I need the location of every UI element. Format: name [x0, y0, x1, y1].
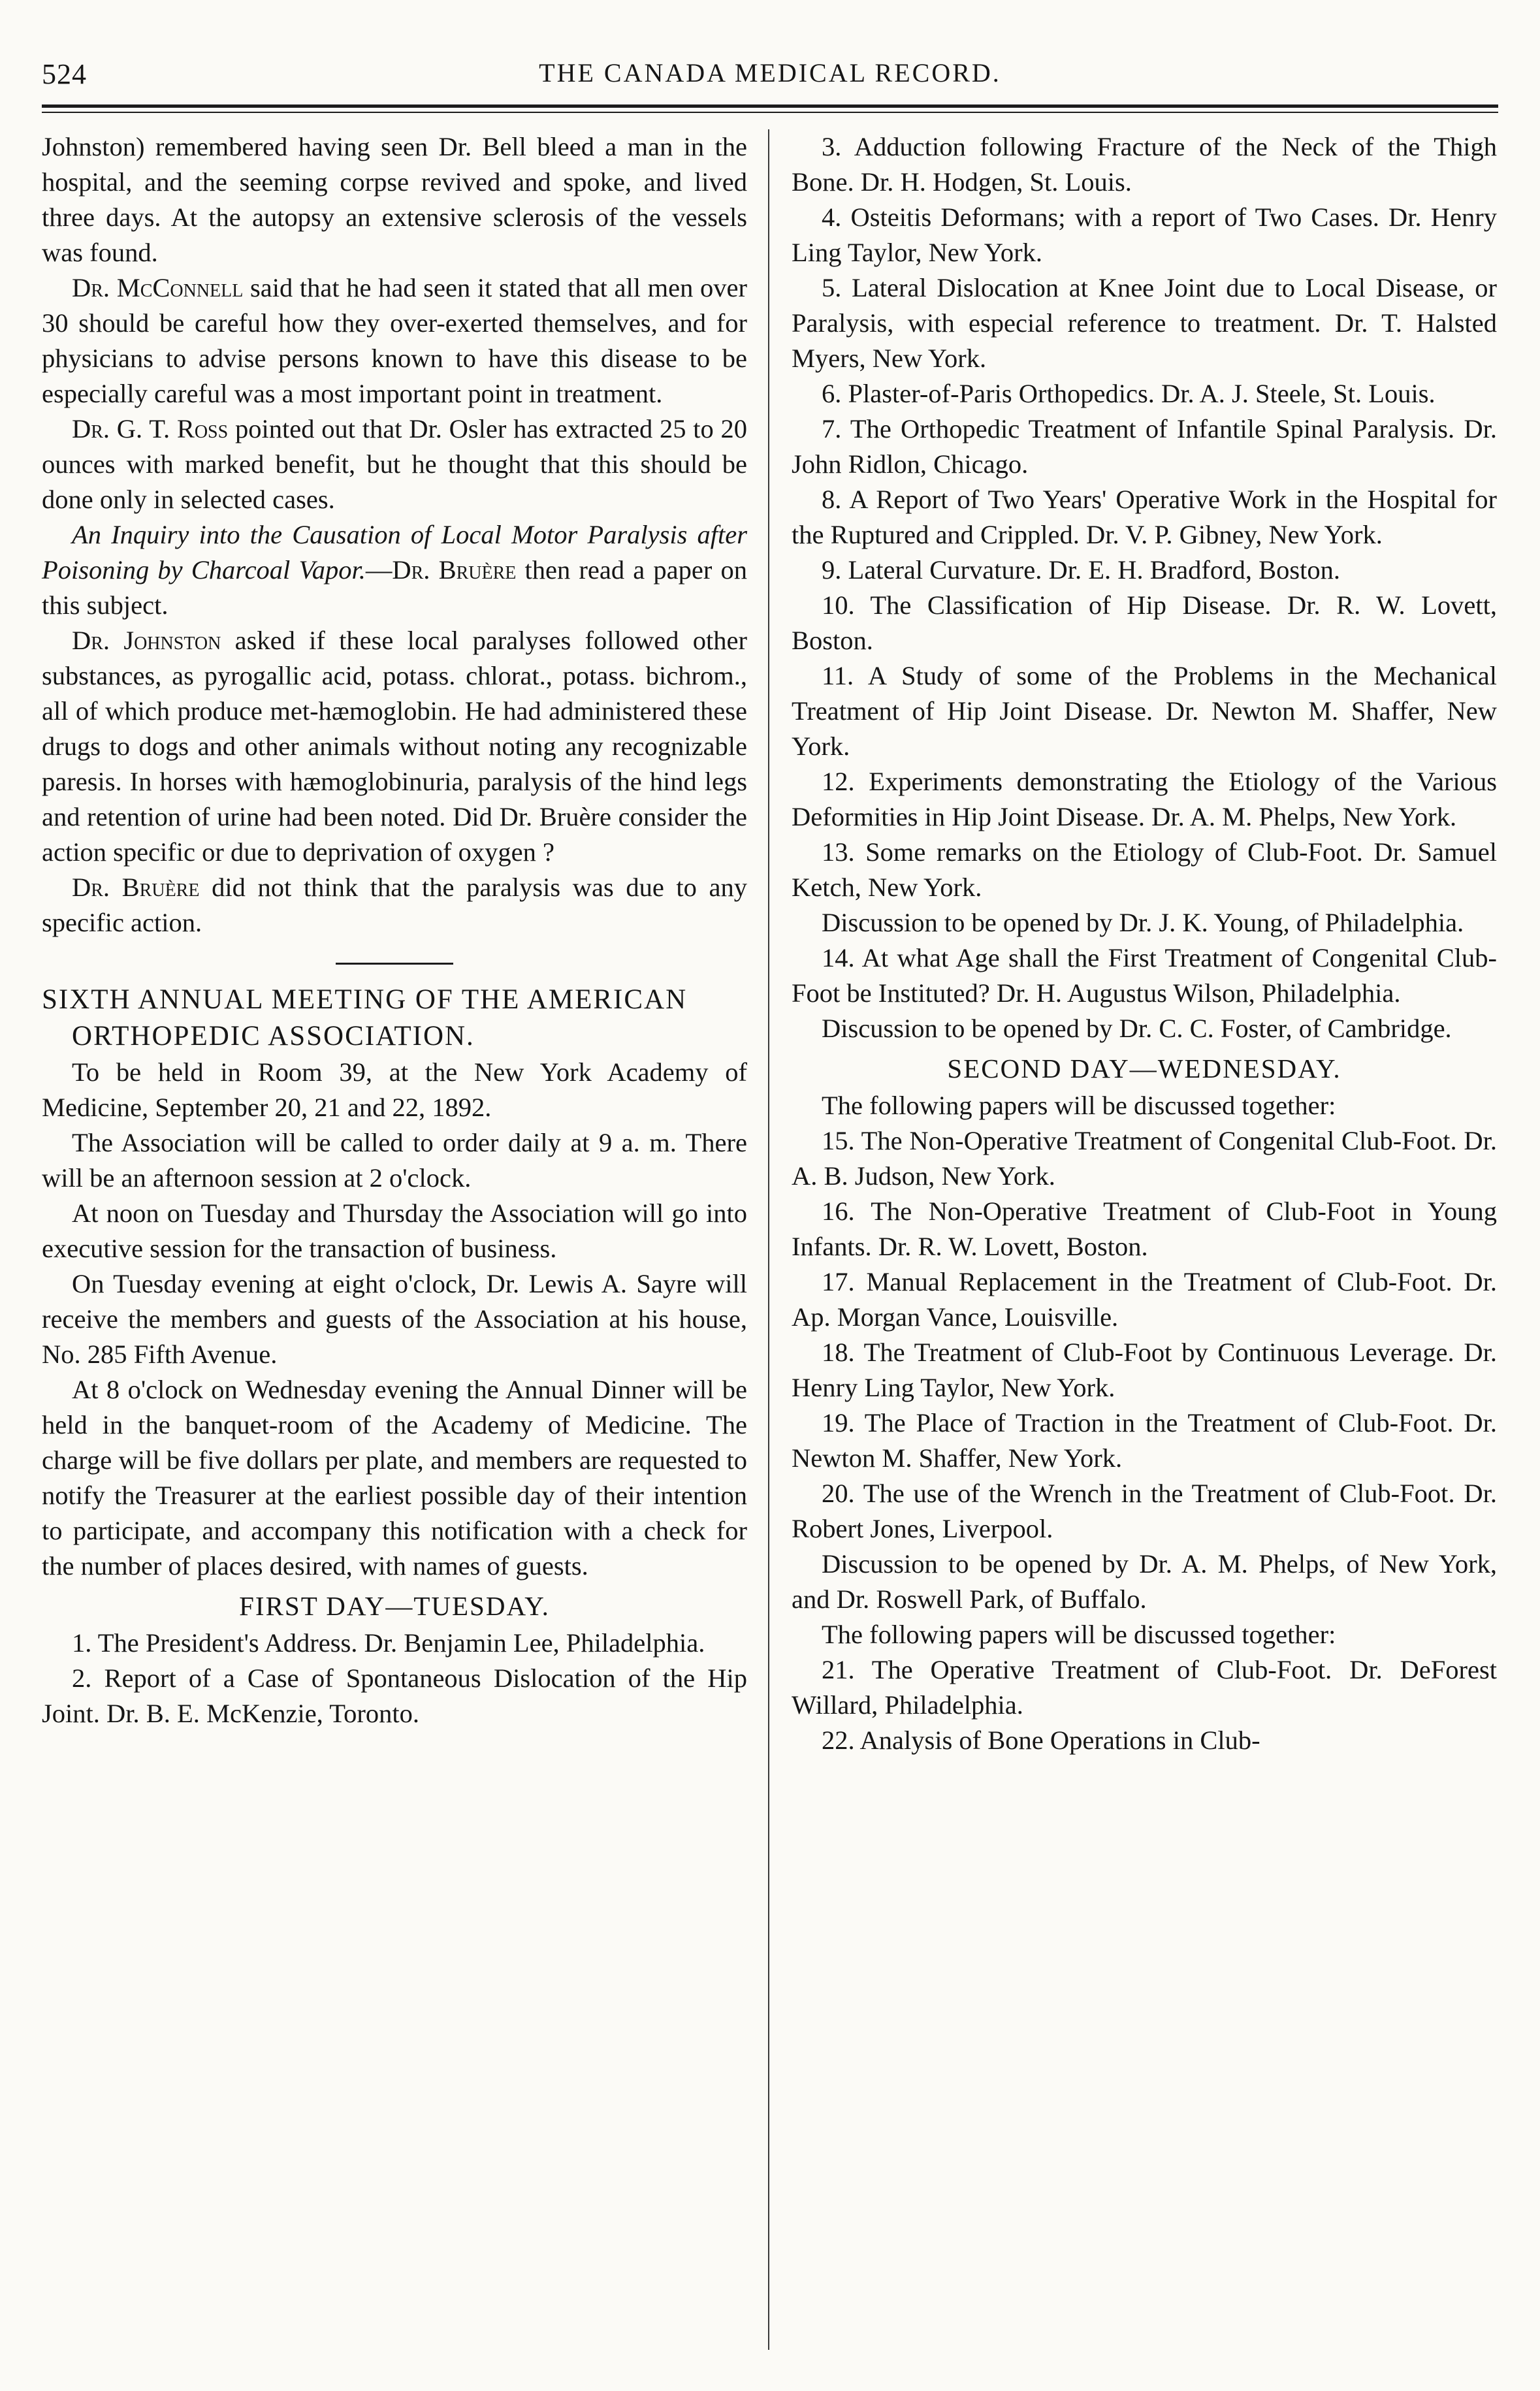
paragraph: At 8 o'clock on Wednesday evening the Annual Dinner will be held in the banquet-room of the Academy of Medicine. The charge will be five dollars per plate, and members are requested to notify the Treasurer at the earliest possible day of their intention to participate, and accompany this notification with a check for the number of places desired, with names of guests. [42, 1375, 747, 1581]
header-rule-thick [42, 104, 1498, 108]
paragraph-text: asked if these local paralyses followed other substances, as pyrogallic acid, potass. chlorat., potass. bichrom., all of which produce met-hæmoglobin. He had administered these drugs to dogs and other animals without noting any recognizable paresis. In horses with hæmoglobinuria, paralysis of the hind legs and retention of urine had been noted. Did Dr. Bruère consider the action specific or due to deprivation of oxygen ? [42, 626, 747, 867]
paragraph [42, 411, 747, 517]
section-heading: SIXTH ANNUAL MEETING OF THE AMERICAN ORTHOPEDIC ASSOCIATION. [42, 984, 688, 1051]
program-item: 21. The Operative Treatment of Club-Foot. Dr. DeForest Willard, Philadelphia. [792, 1655, 1497, 1720]
speaker-name: Dr. Johnston [72, 626, 221, 655]
paragraph: Johnston) remembered having seen Dr. Bell bleed a man in the hospital, and the seeming corpse revived and spoke, and lived three days. At the autopsy an extensive sclerosis of the vessels was found. [42, 132, 747, 267]
dash: — [365, 555, 393, 585]
program-item: 18. The Treatment of Club-Foot by Continuous Leverage. Dr. Henry Ling Taylor, New York. [792, 1338, 1497, 1402]
paragraph [42, 623, 747, 870]
program-item: 17. Manual Replacement in the Treatment of Club-Foot. Dr. Ap. Morgan Vance, Louisville. [792, 1267, 1497, 1332]
program-item: 1. The President's Address. Dr. Benjamin Lee, Philadelphia. [72, 1628, 705, 1658]
paragraph [42, 270, 747, 411]
discussion-note: Discussion to be opened by Dr. C. C. Foster, of Cambridge. [822, 1014, 1452, 1043]
paragraph-text: then read a paper on this subject. [42, 555, 747, 620]
column-divider [768, 129, 769, 2350]
paragraph [42, 870, 747, 940]
program-item: 9. Lateral Curvature. Dr. E. H. Bradford, Boston. [822, 555, 1341, 585]
page-number: 524 [42, 58, 87, 90]
discussion-note: The following papers will be discussed together: [822, 1620, 1336, 1649]
speaker-name: Dr. G. T. Ross [72, 414, 229, 443]
paragraph-text: said that he had seen it stated that all men over 30 should be careful how they over-exerted themselves, and for physicians to advise persons known to have this disease to be especially careful was a most important point in treatment. [42, 273, 747, 408]
program-item: 19. The Place of Traction in the Treatment of Club-Foot. Dr. Newton M. Shaffer, New York. [792, 1408, 1497, 1473]
program-item: 14. At what Age shall the First Treatment of Congenital Club-Foot be Instituted? Dr. H. Augustus Wilson, Philadelphia. [792, 943, 1497, 1008]
program-item: 13. Some remarks on the Etiology of Club-Foot. Dr. Samuel Ketch, New York. [792, 837, 1497, 902]
running-head [42, 57, 1498, 97]
speaker-name: Dr. Bruère [72, 873, 200, 902]
paragraph: To be held in Room 39, at the New York Academy of Medicine, September 20, 21 and 22, 1892. [42, 1057, 747, 1122]
program-item: 12. Experiments demonstrating the Etiology of the Various Deformities in Hip Joint Disease. Dr. A. M. Phelps, New York. [792, 767, 1497, 831]
day-heading: SECOND DAY—WEDNESDAY. [947, 1053, 1341, 1083]
program-item: 16. The Non-Operative Treatment of Club-Foot in Young Infants. Dr. R. W. Lovett, Boston. [792, 1196, 1497, 1261]
program-item: 10. The Classification of Hip Disease. Dr. R. W. Lovett, Boston. [792, 590, 1497, 655]
program-item: 4. Osteitis Deformans; with a report of Two Cases. Dr. Henry Ling Taylor, New York. [792, 202, 1497, 267]
program-item: 3. Adduction following Fracture of the Neck of the Thigh Bone. Dr. H. Hodgen, St. Louis. [792, 132, 1497, 197]
left-column [42, 129, 747, 1731]
discussion-note: Discussion to be opened by Dr. J. K. Young, of Philadelphia. [822, 908, 1464, 937]
right-column [792, 129, 1497, 1758]
speaker-name: Dr. McConnell [72, 273, 244, 302]
program-item: 8. A Report of Two Years' Operative Work in the Hospital for the Ruptured and Crippled. Dr. V. P. Gibney, New York. [792, 485, 1497, 549]
program-item: 20. The use of the Wrench in the Treatment of Club-Foot. Dr. Robert Jones, Liverpool. [792, 1479, 1497, 1543]
program-item: 5. Lateral Dislocation at Knee Joint due to Local Disease, or Paralysis, with especial reference to treatment. Dr. T. Halsted Myers, New York. [792, 273, 1497, 373]
program-item: 11. A Study of some of the Problems in the Mechanical Treatment of Hip Joint Disease. Dr. Newton M. Shaffer, New York. [792, 661, 1497, 761]
paragraph-text: did not think that the paralysis was due to any specific action. [42, 873, 748, 937]
program-item: 2. Report of a Case of Spontaneous Dislocation of the Hip Joint. Dr. B. E. McKenzie, Toronto. [42, 1663, 747, 1728]
paper-title: An Inquiry into the Causation of Local Motor Paralysis after Poisoning by Charcoal Vapor. [42, 520, 747, 585]
discussion-note: Discussion to be opened by Dr. A. M. Phelps, of New York, and Dr. Roswell Park, of Buffalo. [792, 1549, 1497, 1614]
paragraph: The Association will be called to order daily at 9 a. m. There will be an afternoon session at 2 o'clock. [42, 1128, 747, 1193]
paragraph: On Tuesday evening at eight o'clock, Dr. Lewis A. Sayre will receive the members and guests of the Association at his house, No. 285 Fifth Avenue. [42, 1269, 747, 1369]
section-divider [336, 963, 453, 965]
paragraph-text: pointed out that Dr. Osler has extracted 25 to 20 ounces with marked benefit, but he thought that this should be done only in selected cases. [42, 414, 747, 514]
program-item: 6. Plaster-of-Paris Orthopedics. Dr. A. J. Steele, St. Louis. [822, 379, 1436, 408]
paragraph [42, 517, 747, 623]
journal-title: THE CANADA MEDICAL RECORD. [539, 58, 1001, 88]
header-rule-thin [42, 112, 1498, 113]
discussion-note: The following papers will be discussed together: [822, 1091, 1336, 1120]
program-item: 7. The Orthopedic Treatment of Infantile Spinal Paralysis. Dr. John Ridlon, Chicago. [792, 414, 1497, 479]
paragraph: At noon on Tuesday and Thursday the Association will go into executive session for the transaction of business. [42, 1198, 747, 1263]
day-heading: FIRST DAY—TUESDAY. [239, 1591, 550, 1621]
program-item: 22. Analysis of Bone Operations in Club- [822, 1725, 1260, 1755]
program-item: 15. The Non-Operative Treatment of Congenital Club-Foot. Dr. A. B. Judson, New York. [792, 1126, 1497, 1191]
speaker-name: Dr. Bruère [392, 555, 517, 585]
